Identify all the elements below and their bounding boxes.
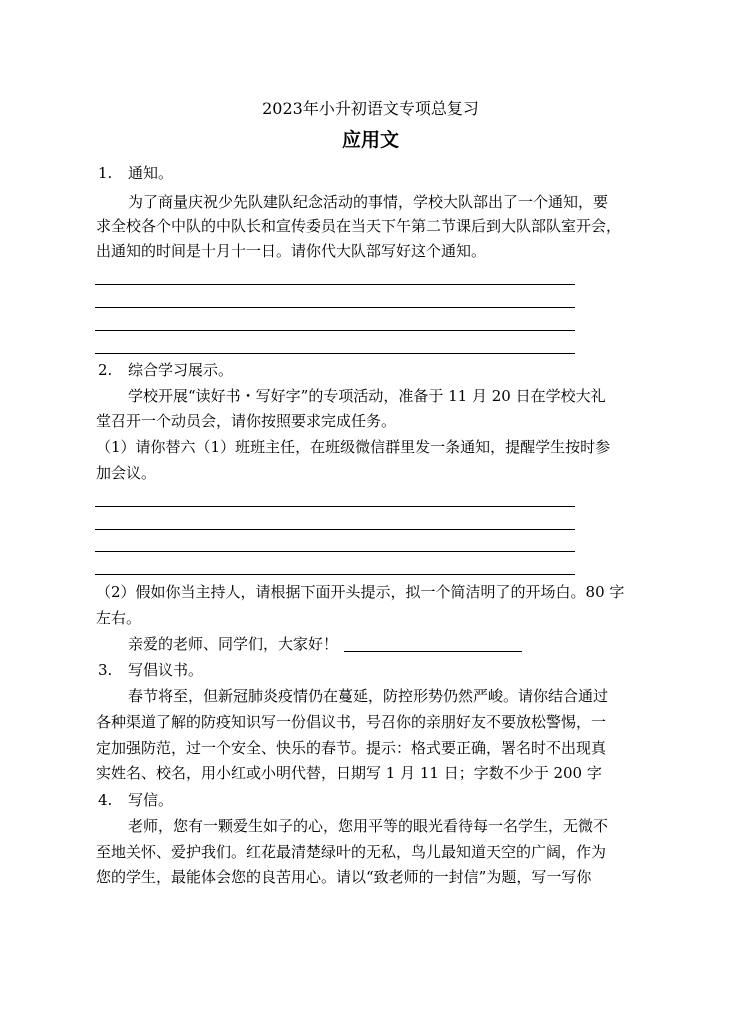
page-title: 2023年小升初语文专项总复习 <box>262 99 479 118</box>
q1-answer-line-1[interactable] <box>95 284 575 285</box>
q3-heading: 写倡议书。 <box>128 661 204 679</box>
q4-line-3: 您的学生，最能体会您的良苦用心。请以“致老师的一封信”为题，写一写你 <box>96 868 592 886</box>
q2-greeting-answer-blank[interactable] <box>344 637 522 652</box>
q1-line-2: 求全校各个中队的中队长和宣传委员在当天下午第二节课后到大队部队室开会， <box>96 217 622 235</box>
q1-answer-line-3[interactable] <box>95 330 575 331</box>
q4-number: 4. <box>98 791 113 809</box>
q2-sub1-line-2: 加会议。 <box>96 464 157 482</box>
q2-number: 2. <box>98 361 113 379</box>
q1-line-1: 为了商量庆祝少先队建队纪念活动的事情，学校大队部出了一个通知，要 <box>128 193 609 211</box>
q3-line-3: 定加强防范，过一个安全、快乐的春节。提示：格式要正确，署名时不出现真 <box>96 739 607 757</box>
q3-line-2: 各种渠道了解的防疫知识写一份倡议书，号召你的亲朋好友不要放松警惕，一 <box>96 713 607 731</box>
q1-line-3: 出通知的时间是十月十一日。请你代大队部写好这个通知。 <box>96 242 487 260</box>
q4-heading: 写信。 <box>128 791 174 809</box>
q3-line-1: 春节将至，但新冠肺炎疫情仍在蔓延，防控形势仍然严峻。请你结合通过 <box>128 687 609 705</box>
q1-answer-line-2[interactable] <box>95 307 575 308</box>
q2-answer-line-2[interactable] <box>95 529 575 530</box>
q3-number: 3. <box>98 661 113 679</box>
page-subtitle: 应用文 <box>341 129 399 151</box>
q2-greeting: 亲爱的老师、同学们，大家好！ <box>128 635 339 653</box>
q2-answer-line-1[interactable] <box>95 506 575 507</box>
q2-answer-line-3[interactable] <box>95 551 575 552</box>
q2-greeting-line <box>128 634 522 654</box>
q2-intro-line-2: 堂召开一个动员会，请你按照要求完成任务。 <box>96 412 397 430</box>
q3-line-4: 实姓名、校名，用小红或小明代替，日期写 1 月 11 日；字数不少于 200 字 <box>96 764 602 782</box>
q1-answer-line-4[interactable] <box>95 353 575 354</box>
q2-intro-line-1: 学校开展“读好书・写好字”的专项活动，准备于 11 月 20 日在学校大礼 <box>128 387 606 405</box>
q2-sub2-line-2: 左右。 <box>96 609 142 627</box>
q1-heading: 通知。 <box>128 164 174 182</box>
q2-answer-line-4[interactable] <box>95 574 575 575</box>
q2-heading: 综合学习展示。 <box>128 361 234 379</box>
q1-number: 1. <box>98 164 113 182</box>
q2-sub1-line-1: （1）请你替六（1）班班主任，在班级微信群里发一条通知，提醒学生按时参 <box>96 438 611 456</box>
q4-line-1: 老师，您有一颗爱生如子的心，您用平等的眼光看待每一名学生，无微不 <box>128 817 609 835</box>
q4-line-2: 至地关怀、爱护我们。红花最清楚绿叶的无私，鸟儿最知道天空的广阔，作为 <box>96 843 607 861</box>
q2-sub2-line-1: （2）假如你当主持人，请根据下面开头提示，拟一个简洁明了的开场白。80 字 <box>96 583 625 601</box>
